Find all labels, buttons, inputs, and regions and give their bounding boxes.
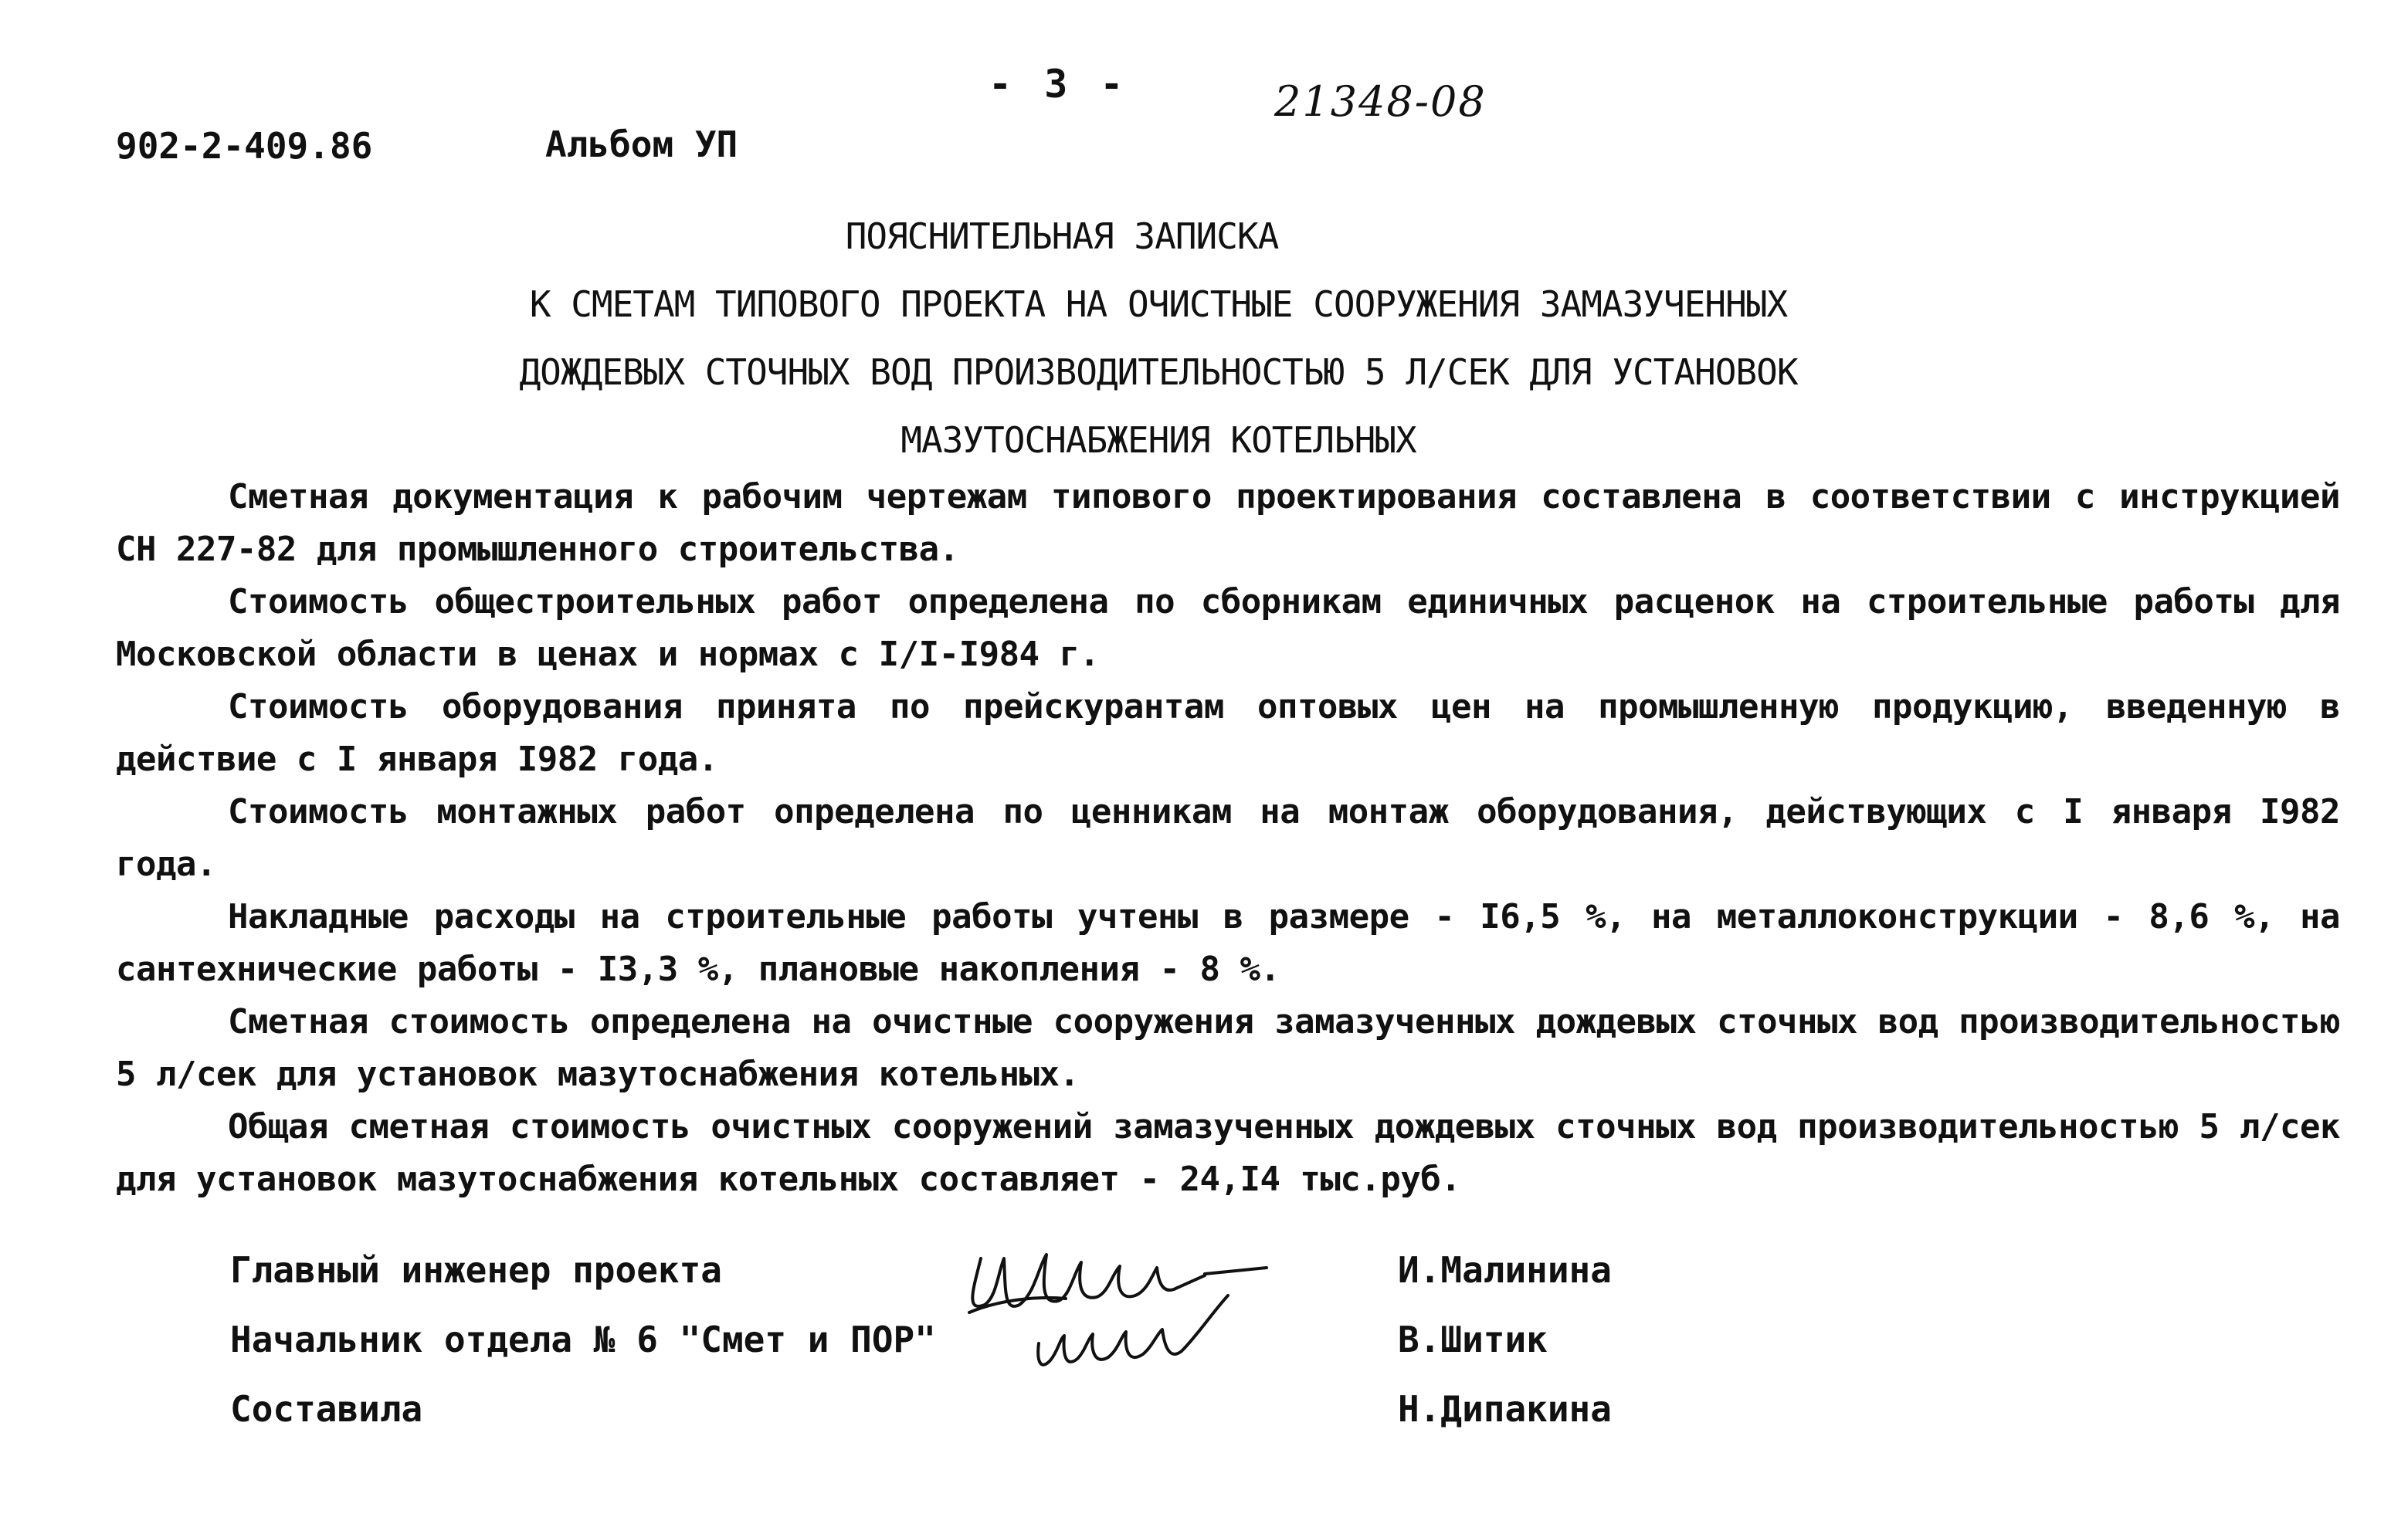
paragraph: Стоимость монтажных работ определена по ценникам на монтаж оборудования, действующих с I января I982 года. [116,792,2340,884]
signature-name: Н.Дипакина [1398,1388,1612,1430]
title-line: К СМЕТАМ ТИПОВОГО ПРОЕКТА НА ОЧИСТНЫЕ СООРУЖЕНИЯ ЗАМАЗУЧЕННЫХ [529,283,1788,325]
title-heading: ПОЯСНИТЕЛЬНАЯ ЗАПИСКА [845,215,1279,257]
handwritten-document-number: 21348-08 [1274,77,1487,126]
handwritten-signature [950,1228,1313,1382]
signature-name: В.Шитик [1398,1319,1548,1360]
document-code: 902-2-409.86 [116,125,373,167]
paragraph: Сметная стоимость определена на очистные сооружения замазученных дождевых сточных вод производительностью 5 л/сек для установок мазутоснабжения котельных. [116,1002,2340,1094]
signature-role: Главный инженер проекта [230,1249,722,1291]
album-label: Альбом УП [545,124,738,165]
title-block [386,202,1931,474]
paragraph: Общая сметная стоимость очистных сооружений замазученных дождевых сточных вод производительностью 5 л/сек для установок мазутоснабжения котельных составляет - 24,I4 тыс.руб. [116,1107,2340,1199]
paragraph: Сметная документация к рабочим чертежам типового проектирования составлена в соответствии с инструкцией СН 227-82 для промышленного строительства. [116,477,2340,569]
title-line: ДОЖДЕВЫХ СТОЧНЫХ ВОД ПРОИЗВОДИТЕЛЬНОСТЬЮ 5 Л/СЕК ДЛЯ УСТАНОВОК [519,351,1798,393]
paragraph: Накладные расходы на строительные работы учтены в размере - I6,5 %, на металлоконструкции - 8,6 %, на сантехнические работы - I3,3 %, плановые накопления - 8 %. [116,897,2340,989]
paragraph: Стоимость оборудования принята по прейскурантам оптовых цен на промышленную продукцию, введенную в действие с I января I982 года. [116,687,2340,779]
title-line: МАЗУТОСНАБЖЕНИЯ КОТЕЛЬНЫХ [900,419,1416,461]
signature-role: Составила [230,1388,423,1430]
body-text [116,471,2340,1206]
signature-name: И.Малинина [1398,1249,1612,1291]
paragraph: Стоимость общестроительных работ определена по сборникам единичных расценок на строительные работы для Московской области в ценах и нормах с I/I-I984 г. [116,582,2340,674]
signature-role: Начальник отдела № 6 "Смет и ПОР" [230,1319,936,1360]
page-number: - 3 - [989,62,1128,107]
